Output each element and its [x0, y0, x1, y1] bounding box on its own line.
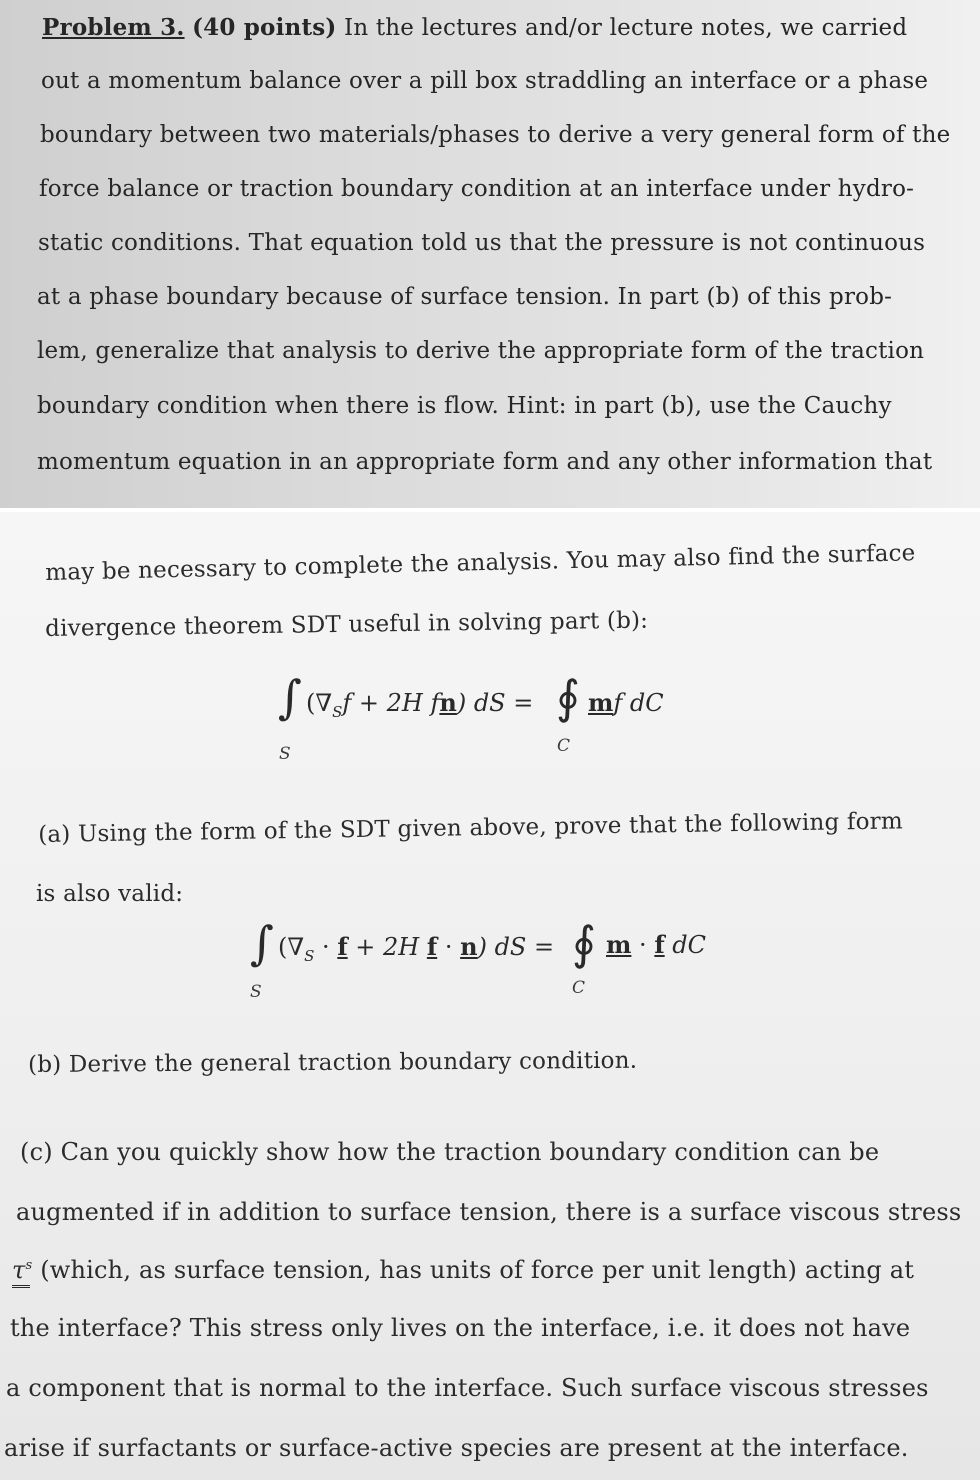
problem-heading-line — [42, 14, 907, 41]
part-a-line: is also valid: — [36, 881, 184, 907]
part-b-line: (b) Derive the general traction boundary condition. — [28, 1047, 638, 1078]
intro-line: force balance or traction boundary condition at an interface under hydro- — [39, 176, 915, 202]
integral-lower-limit: S — [279, 744, 291, 764]
contour-lower-limit: C — [572, 978, 586, 998]
part-c-line-with-symbol: $\tau^s$ (which, as surface tension, has units of force per unit length) acting at — [12, 1256, 915, 1284]
bottom-photo-region — [0, 512, 980, 1480]
integral-lower-limit: S — [250, 982, 262, 1002]
contour-integral-symbol: ∮ — [572, 916, 596, 970]
contour-integral-symbol: ∮ — [556, 670, 580, 724]
sdt-rhs: mf dC — [588, 688, 664, 717]
part-c-line: arise if surfactants or surface-active species are present at the interface. — [4, 1434, 909, 1462]
top-photo-region — [0, 0, 980, 508]
intro-line: In the lectures and/or lecture notes, we carried — [344, 15, 908, 41]
continuation-line: may be necessary to complete the analysis. You may also find the surface — [45, 540, 916, 586]
vector-form-lhs: ($\nabla_S \cdot f + 2H$ f · n) dS = — [278, 932, 555, 965]
intro-line: boundary between two materials/phases to derive a very general form of the — [40, 122, 951, 148]
sdt-lhs: ($\nabla_Sf + 2H$ fn) dS = — [306, 688, 534, 721]
integral-symbol: ∫ — [278, 670, 302, 724]
vector-form-rhs: m · f dC — [606, 930, 707, 959]
part-c-line: augmented if in addition to surface tension, there is a surface viscous stress — [16, 1198, 962, 1226]
part-a-line: (a) Using the form of the SDT given above, prove that the following form — [38, 808, 904, 848]
intro-line: boundary condition when there is flow. Hint: in part (b), use the Cauchy — [37, 393, 892, 419]
continuation-line: divergence theorem SDT useful in solving part (b): — [45, 607, 649, 642]
intro-line: out a momentum balance over a pill box straddling an interface or a phase — [41, 68, 929, 94]
part-c-line: the interface? This stress only lives on the interface, i.e. it does not have — [10, 1314, 911, 1342]
intro-line: at a phase boundary because of surface tension. In part (b) of this prob- — [37, 284, 893, 310]
part-c-line: a component that is normal to the interface. Such surface viscous stresses — [6, 1374, 929, 1402]
intro-line: momentum equation in an appropriate form and any other information that — [37, 449, 933, 475]
problem-points: (40 points) — [192, 14, 337, 41]
integral-symbol: ∫ — [250, 916, 274, 970]
contour-lower-limit: C — [557, 736, 571, 756]
intro-line: static conditions. That equation told us that the pressure is not continuous — [38, 230, 926, 256]
part-c-line: (c) Can you quickly show how the traction boundary condition can be — [20, 1138, 880, 1166]
surface-stress-symbol: $\tau^s$ — [12, 1256, 33, 1284]
intro-line: lem, generalize that analysis to derive the appropriate form of the traction — [37, 338, 925, 364]
problem-heading: Problem 3. — [42, 14, 185, 41]
